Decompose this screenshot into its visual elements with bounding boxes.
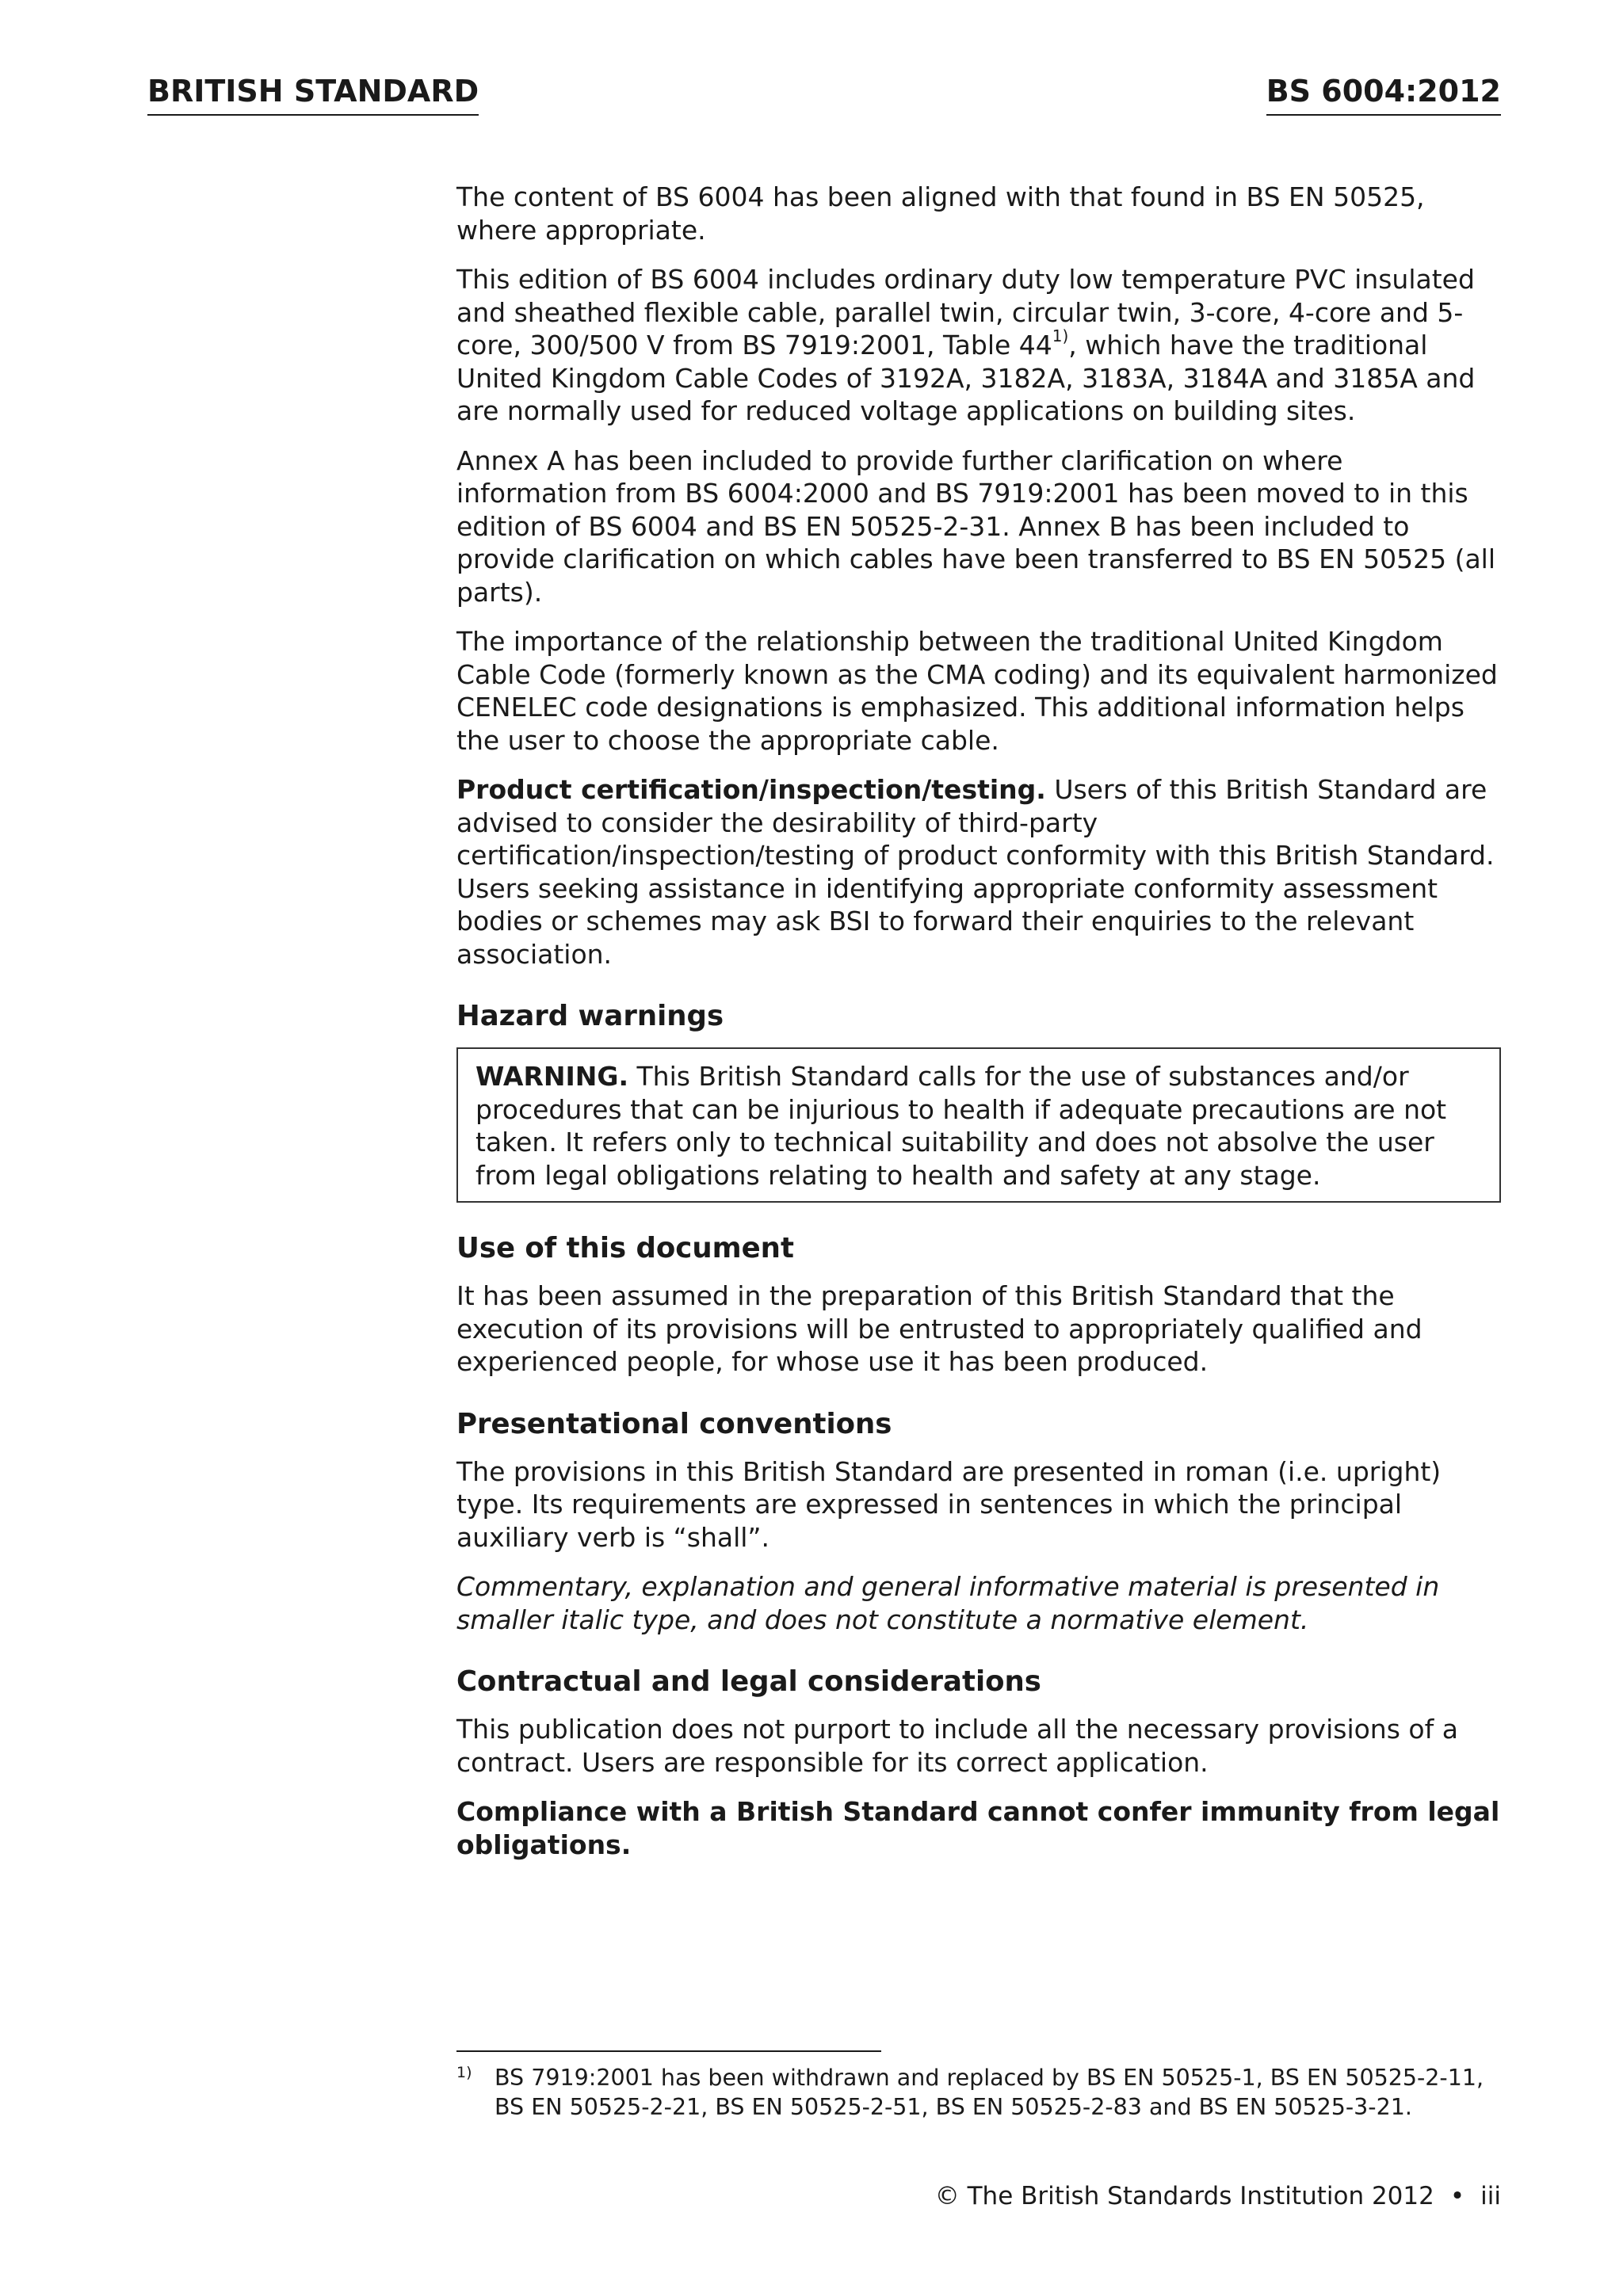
running-header-left: [147, 73, 479, 109]
paragraph-edition: [456, 263, 1501, 428]
heading-contractual-legal: Contractual and legal considerations: [456, 1665, 1041, 1698]
heading-hazard-warnings: Hazard warnings: [456, 1000, 724, 1032]
footnote-separator: [456, 2050, 881, 2052]
running-header-right: [1266, 73, 1501, 109]
paragraph-annexes: Annex A has been included to provide further clarification on where information from BS 6004:2000 and BS 7919:2001 has been moved to in this edition of BS 6004 and BS EN 50525-2-31. Annex B has been included to provide clarification on which cables have been transferred to BS EN 50525 (all parts).: [456, 444, 1496, 608]
paragraph-cable-code: The importance of the relationship between the traditional United Kingdom Cable Code (formerly known as the CMA coding) and its equivalent harmonized CENELEC code designations is emphasized. This additional information helps the user to choose the appropriate cable.: [456, 626, 1498, 756]
certification-text: Users of this British Standard are advised to consider the desirability of third-party certification/inspection/testing of product conformity with this British Standard. Users seeking assistance in identifying appropriate conformity assessment bodies or schemes may ask BSI to forward their enquiries to the relevant association.: [456, 774, 1495, 970]
heading-use-of-document: Use of this document: [456, 1232, 794, 1264]
page-number: iii: [1480, 2182, 1501, 2210]
paragraph-text: , which have the traditional United Kingdom Cable Codes of 3192A, 3182A, 3183A, 3184A and 3185A and are normally used for reduced voltage applications on building sites.: [456, 330, 1476, 426]
paragraph-use: It has been assumed in the preparation of this British Standard that the execution of its provisions will be entrusted to appropriately qualified and experienced people, for whose use it has been produced.: [456, 1280, 1423, 1377]
paragraph-certification: [456, 773, 1501, 971]
header-underline: [147, 114, 479, 116]
paragraph-text: This edition of BS 6004 includes ordinary duty low temperature PVC insulated and sheathed flexible cable, parallel twin, circular twin, 3-core, 4-core and 5-core, 300/500 V from BS 7919:2001, Table 44: [456, 264, 1475, 360]
paragraph-contractual: This publication does not purport to include all the necessary provisions of a contract. Users are responsible for its correct application.: [456, 1714, 1458, 1778]
header-title: BRITISH STANDARD: [147, 74, 479, 109]
paragraph-presentational: The provisions in this British Standard are presented in roman (i.e. upright) type. Its requirements are expressed in sentences in which the principal auxiliary verb is “shall”.: [456, 1455, 1442, 1553]
footnote-text: BS 7919:2001 has been withdrawn and replaced by BS EN 50525-1, BS EN 50525-2-11, BS EN 50525-2-21, BS EN 50525-2-51, BS EN 50525-2-83 and BS EN 50525-3-21.: [495, 2065, 1484, 2120]
footnote: [456, 2063, 1503, 2122]
header-standard-number: BS 6004:2012: [1266, 74, 1501, 109]
bullet-separator: •: [1449, 2182, 1465, 2210]
certification-lead: Product certification/inspection/testing.: [456, 774, 1046, 805]
main-content: [456, 181, 1501, 1878]
copyright-notice: © The British Standards Institution 2012: [934, 2182, 1434, 2210]
paragraph-compliance: Compliance with a British Standard cannot confer immunity from legal obligations.: [456, 1796, 1500, 1860]
footnote-mark: 1): [456, 2064, 472, 2081]
warning-paragraph: [475, 1060, 1484, 1192]
warning-text: This British Standard calls for the use of substances and/or procedures that can be injurious to health if adequate precautions are not taken. It refers only to technical suitability and does not absolve the user from legal obligations relating to health and safety at any stage.: [475, 1061, 1447, 1191]
page-footer: [935, 2180, 1501, 2212]
paragraph-alignment: The content of BS 6004 has been aligned with that found in BS EN 50525, where appropriate.: [456, 181, 1425, 246]
heading-presentational-conventions: Presentational conventions: [456, 1407, 892, 1440]
warning-label: WARNING.: [475, 1061, 629, 1092]
paragraph-commentary: Commentary, explanation and general informative material is presented in smaller italic type, and does not constitute a normative element.: [456, 1571, 1440, 1635]
footnote-reference[interactable]: 1): [1052, 326, 1069, 345]
header-underline: [1266, 114, 1501, 116]
warning-box: [456, 1047, 1501, 1203]
